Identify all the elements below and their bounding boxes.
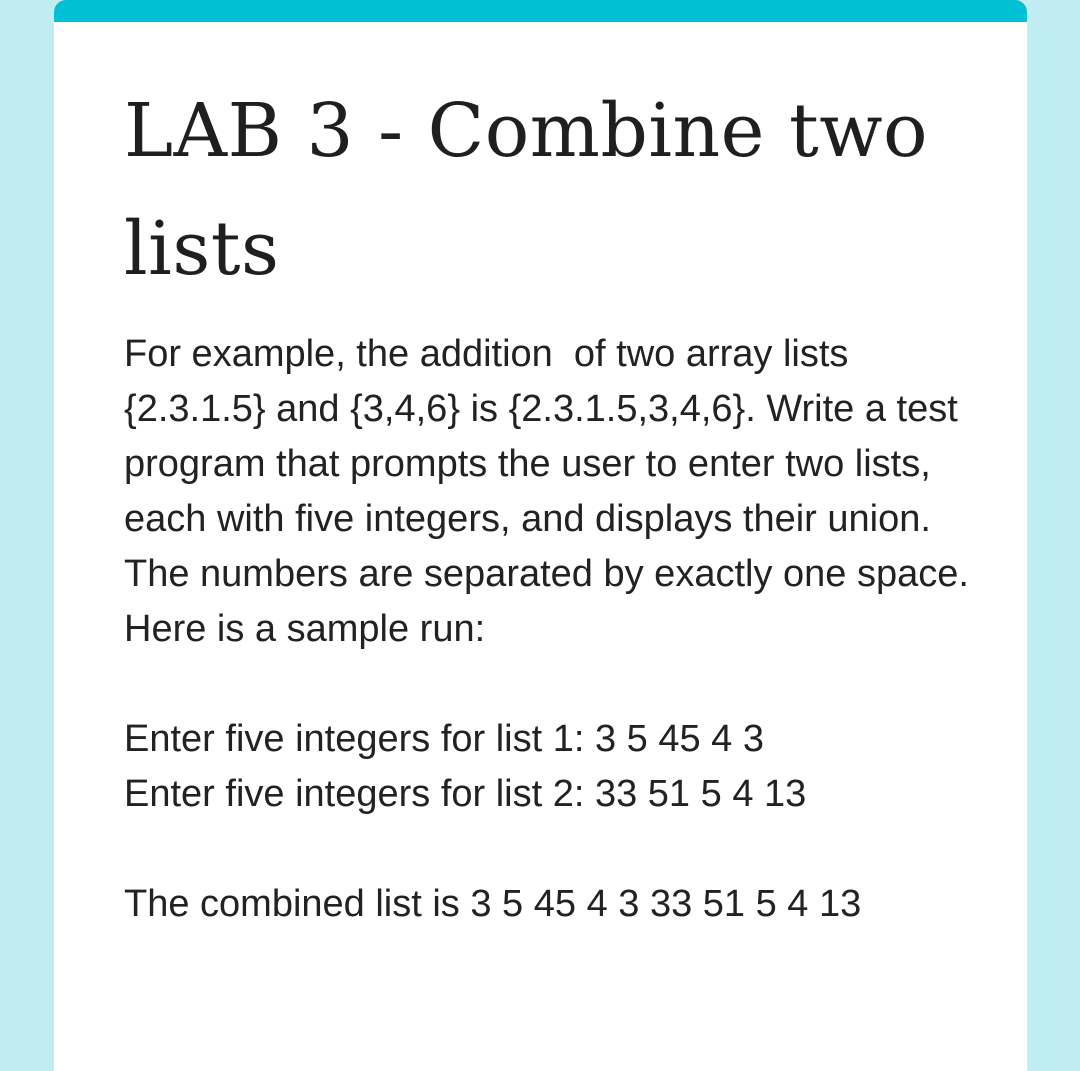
- lab-title: LAB 3 - Combine two lists: [124, 88, 929, 292]
- lab-body: [124, 327, 984, 932]
- sample-run-list1: Enter five integers for list 1: 3 5 45 4 3: [124, 718, 765, 760]
- sample-run-result: The combined list is 3 5 45 4 3 33 51 5 4 13: [124, 883, 862, 925]
- spacer: [124, 657, 984, 712]
- sample-run-list2: Enter five integers for list 2: 33 51 5 4 13: [124, 773, 807, 815]
- card-accent-bar: [54, 0, 1027, 22]
- description-paragraph: For example, the addition of two array lists {2.3.1.5} and {3,4,6} is {2.3.1.5,3,4,6}. Write a test program that prompts the user to enter two lists, each with five integers, and displays their union. The numbers are separated by exactly one space. Here is a sample run:: [124, 333, 980, 650]
- spacer: [124, 822, 984, 877]
- lab-card: [54, 0, 1027, 1071]
